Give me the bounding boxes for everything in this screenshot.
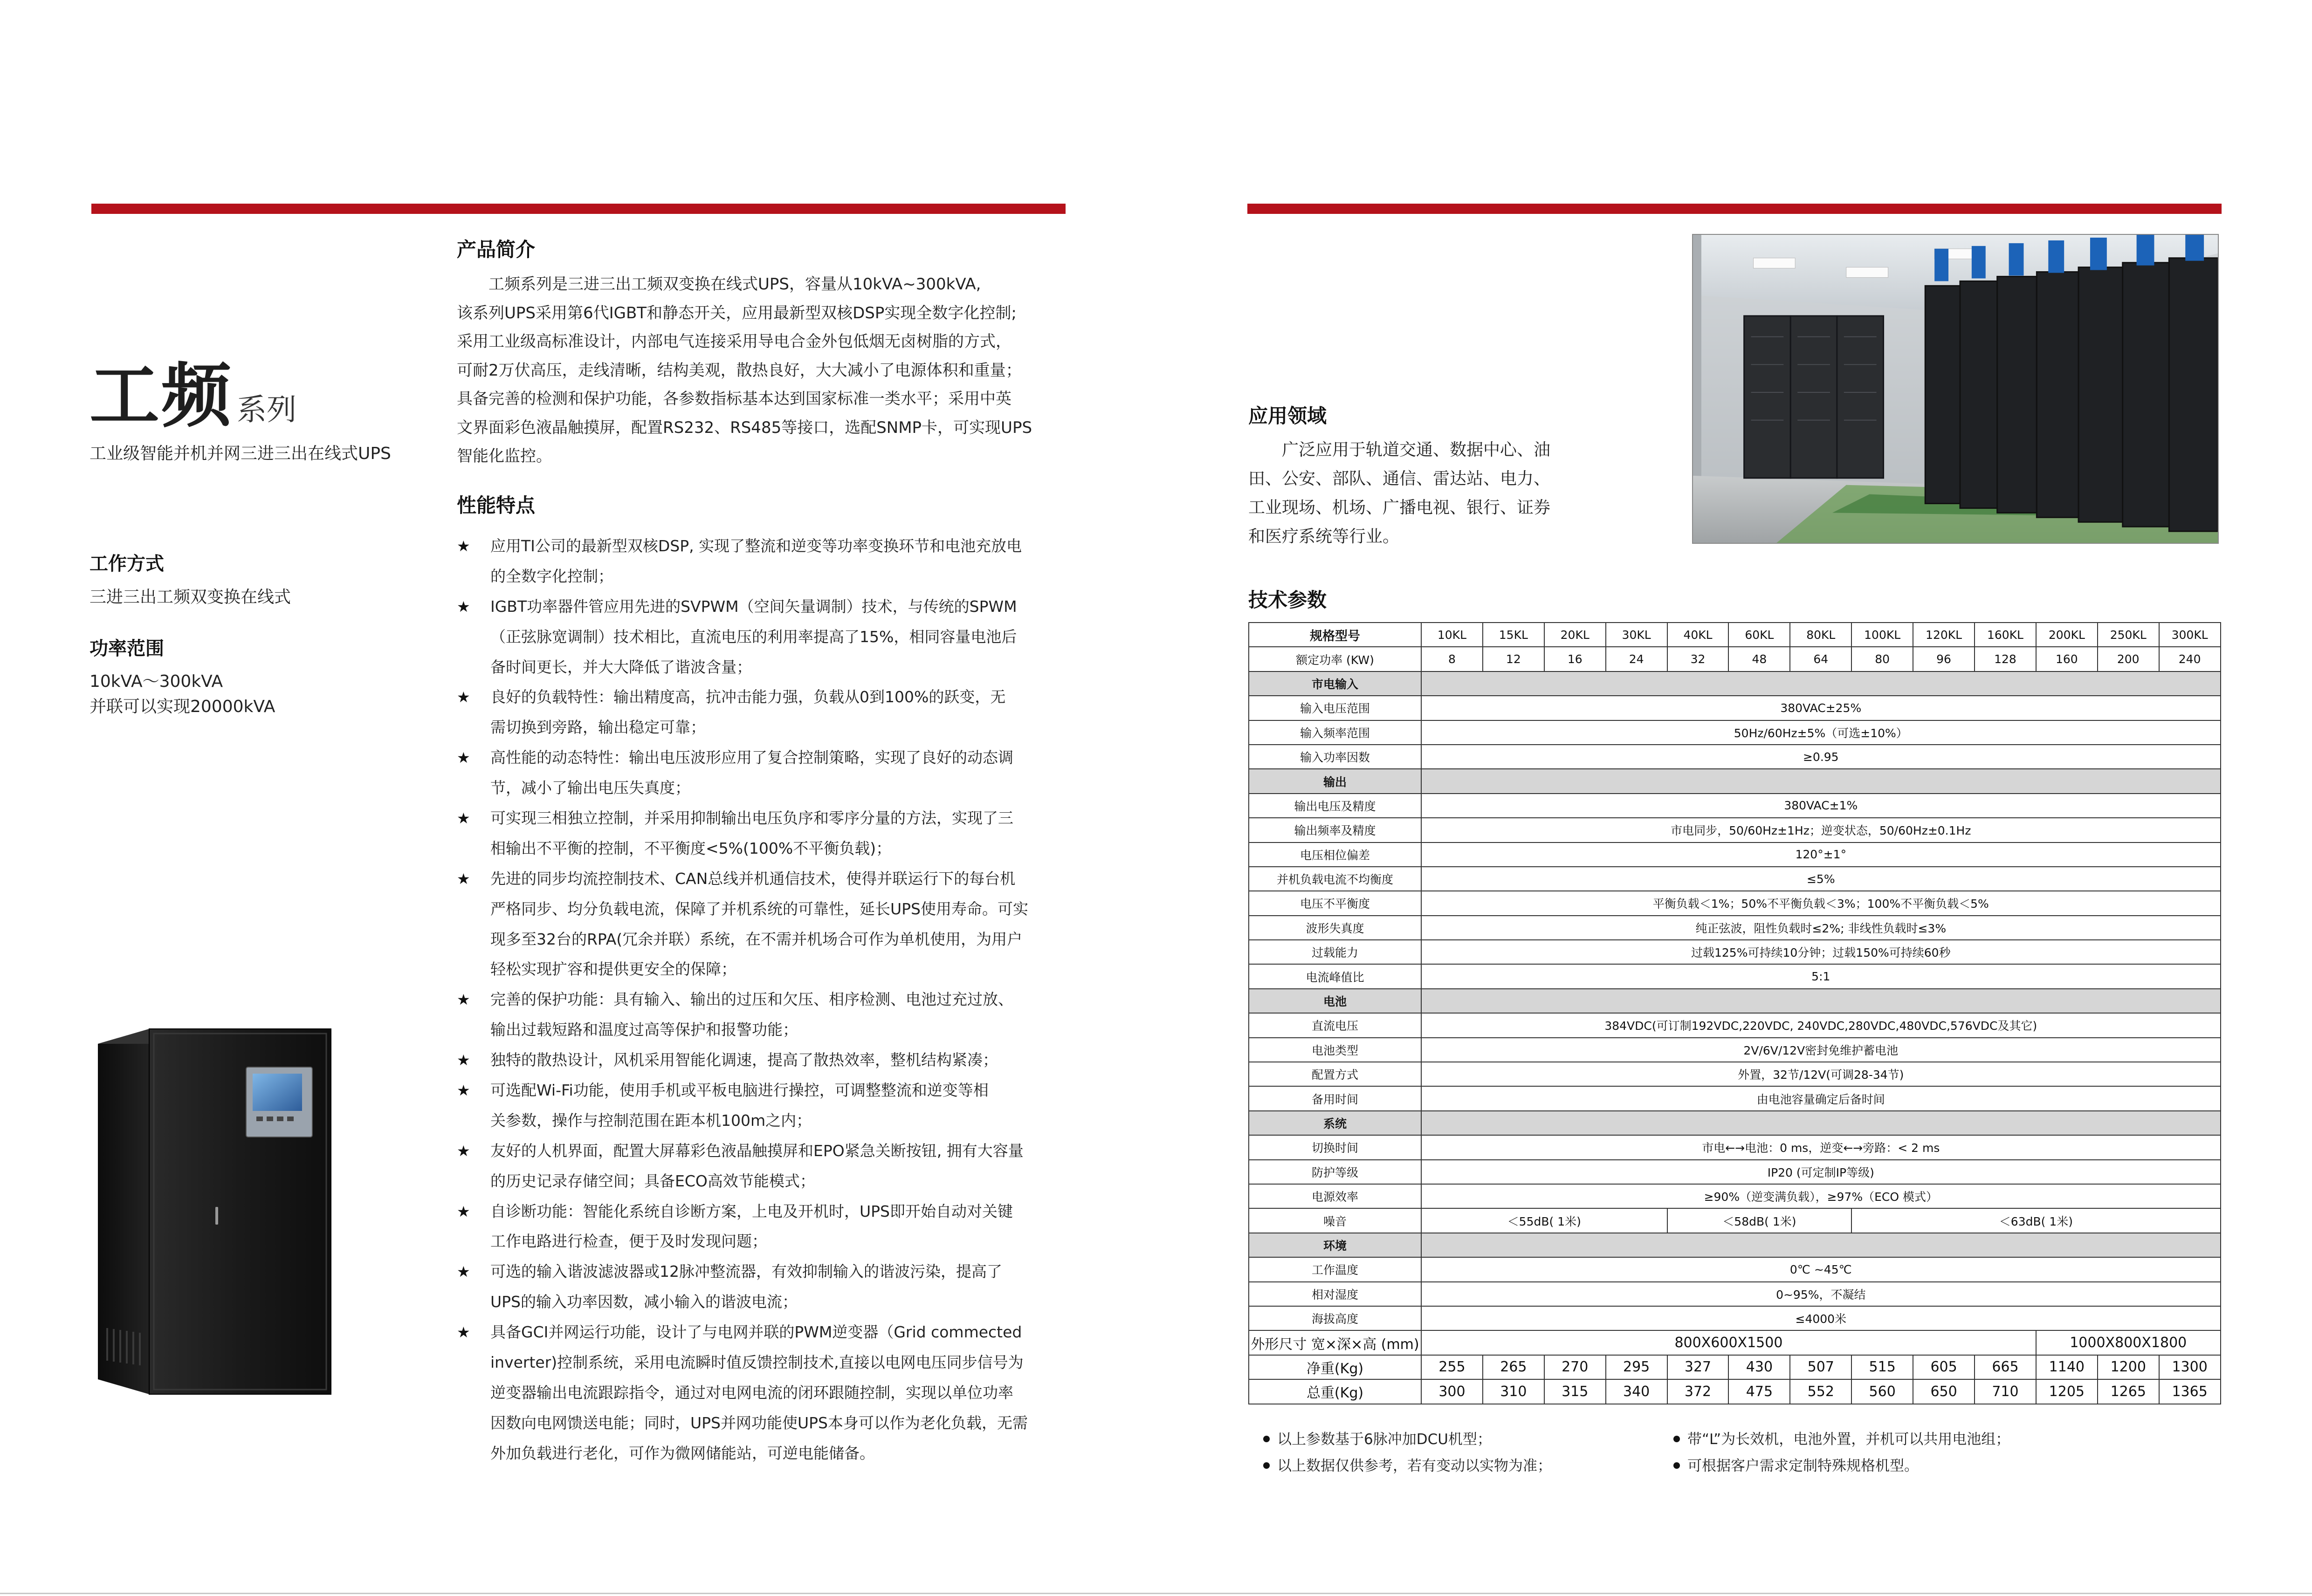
star-icon: ★	[457, 1263, 470, 1281]
feature-line	[457, 925, 1072, 955]
star-icon: ★	[457, 870, 470, 888]
spec-label: 电流峰值比	[1249, 964, 1421, 988]
section-title: 输出	[1249, 769, 1421, 793]
note-item	[1263, 1454, 1552, 1475]
intro-line: 可耐2万伏高压，走线清晰，结构美观，散热良好，大大减小了电源体积和重量；	[457, 361, 1022, 380]
feature-line	[457, 1166, 1072, 1197]
model-cell: 20KL	[1544, 623, 1606, 647]
power-cell: 16	[1544, 647, 1606, 671]
power-cell: 80	[1851, 647, 1913, 671]
net-weight-cell: 265	[1483, 1355, 1544, 1379]
feature-text: 具备GCI并网运行功能，设计了与电网并联的PWM逆变器（Grid commected	[490, 1323, 1022, 1342]
feature-text: 独特的散热设计，风机采用智能化调速，提高了散热效率，整机结构紧凑；	[490, 1051, 998, 1069]
star-icon: ★	[457, 1051, 470, 1069]
note-text: 带“L”为长效机，电池外置，并机可以共用电池组；	[1687, 1431, 2010, 1448]
feature-line	[457, 803, 1072, 834]
net-weight-cell: 665	[1975, 1355, 2036, 1379]
spec-label: 相对湿度	[1249, 1282, 1421, 1306]
features-heading: 性能特点	[457, 494, 536, 517]
gross-weight-cell: 710	[1975, 1379, 2036, 1404]
section-title: 环境	[1249, 1233, 1421, 1257]
spec-value: 5:1	[1421, 964, 2221, 988]
spec-row	[1249, 1306, 2221, 1330]
spec-value: 0~95%，不凝结	[1421, 1282, 2221, 1306]
model-cell: 160KL	[1975, 623, 2036, 647]
star-icon: ★	[457, 1202, 470, 1220]
spec-label: 输出电压及精度	[1249, 794, 1421, 818]
spec-label: 海拔高度	[1249, 1306, 1421, 1330]
net-weight-cell: 1140	[2036, 1355, 2098, 1379]
net-weight-cell: 1200	[2098, 1355, 2159, 1379]
spec-row	[1249, 867, 2221, 891]
section-title: 系统	[1249, 1111, 1421, 1135]
spec-value: ≤5%	[1421, 867, 2221, 891]
spec-label: 电压相位偏差	[1249, 843, 1421, 867]
power-range-line-1: 10kVA～300kVA	[89, 672, 223, 691]
feature-text: 应用TI公司的最新型双核DSP, 实现了整流和逆变等功率变换环节和电池充放电	[490, 537, 1022, 555]
model-cell: 15KL	[1483, 623, 1544, 647]
spec-label: 净重(Kg)	[1249, 1355, 1421, 1379]
model-cell: 250KL	[2098, 623, 2159, 647]
star-icon: ★	[457, 809, 470, 828]
feature-text: 自诊断功能：智能化系统自诊断方案，上电及开机时，UPS即开始自动对关键	[490, 1202, 1013, 1220]
gross-weight-cell: 560	[1851, 1379, 1913, 1404]
section-fill	[1421, 1111, 2221, 1135]
dimension-value: 1000X800X1800	[2036, 1330, 2221, 1355]
bottom-rule	[0, 1593, 2312, 1594]
series-subtitle: 工业级智能并机并网三进三出在线式UPS	[89, 444, 391, 463]
note-item	[1673, 1427, 2010, 1448]
section-fill	[1421, 989, 2221, 1013]
intro-body	[457, 270, 1067, 471]
spec-value: ≤4000米	[1421, 1306, 2221, 1330]
bullet-icon	[1673, 1462, 1680, 1469]
power-cell: 48	[1728, 647, 1790, 671]
note-text: 可根据客户需求定制特殊规格机型。	[1687, 1458, 1919, 1474]
star-icon: ★	[457, 1323, 470, 1342]
feature-text: 可选的输入谐波滤波器或12脉冲整流器，有效抑制输入的谐波污染，提高了	[490, 1262, 1002, 1281]
section-fill	[1421, 1233, 2221, 1257]
power-cell: 96	[1913, 647, 1975, 671]
feature-text: 的历史记录存储空间；具备ECO高效节能模式；	[490, 1171, 815, 1190]
feature-line	[457, 1408, 1072, 1438]
spec-value: 2V/6V/12V密封免维护蓄电池	[1421, 1038, 2221, 1062]
feature-text: 可选配Wi-Fi功能，使用手机或平板电脑进行操控，可调整整流和逆变等相	[490, 1081, 989, 1100]
power-cell: 64	[1790, 647, 1851, 671]
spec-row	[1249, 891, 2221, 915]
feature-text: 严格同步、均分负载电流，保障了并机系统的可靠性，延长UPS使用寿命。可实	[490, 899, 1029, 918]
feature-text: 输出过载短路和温度过高等保护和报警功能；	[490, 1021, 798, 1039]
power-cell: 128	[1975, 647, 2036, 671]
spec-value: 0℃ ~45℃	[1421, 1257, 2221, 1281]
power-cell: 32	[1667, 647, 1729, 671]
spec-row	[1249, 623, 2221, 647]
star-icon: ★	[457, 688, 470, 706]
model-cell: 40KL	[1667, 623, 1729, 647]
spec-row	[1249, 1111, 2221, 1135]
spec-value: 384VDC(可订制192VDC,220VDC, 240VDC,280VDC,480VDC,576VDC及其它)	[1421, 1013, 2221, 1037]
spec-row	[1249, 1160, 2221, 1184]
application-line: 田、公安、部队、通信、雷达站、电力、	[1248, 469, 1551, 488]
feature-line	[457, 743, 1072, 773]
spec-value: 市电同步，50/60Hz±1Hz；逆变状态，50/60Hz±0.1Hz	[1421, 818, 2221, 842]
spec-row	[1249, 1330, 2221, 1355]
power-cell: 240	[2159, 647, 2221, 671]
spec-label: 波形失真度	[1249, 916, 1421, 940]
intro-line: 采用工业级高标准设计，内部电气连接采用导电合金外包低烟无卤树脂的方式，	[457, 332, 1012, 351]
spec-value: 380VAC±25%	[1421, 696, 2221, 720]
feature-line	[457, 531, 1072, 562]
spec-value: 过载125%可持续10分钟；过载150%可持续60秒	[1421, 940, 2221, 964]
feature-text: 备时间更长，并大大降低了谐波含量；	[490, 658, 752, 676]
spec-label: 规格型号	[1249, 623, 1421, 647]
feature-text: 需切换到旁路，输出稳定可靠；	[490, 718, 706, 737]
intro-heading: 产品简介	[457, 238, 536, 261]
spec-row	[1249, 1379, 2221, 1404]
gross-weight-cell: 300	[1421, 1379, 1483, 1404]
spec-row	[1249, 1038, 2221, 1062]
feature-line	[457, 1106, 1072, 1136]
spec-row	[1249, 720, 2221, 745]
spec-label: 过载能力	[1249, 940, 1421, 964]
spec-row	[1249, 1062, 2221, 1086]
spec-row	[1249, 1233, 2221, 1257]
feature-line	[457, 985, 1072, 1015]
feature-line	[457, 1257, 1072, 1287]
net-weight-cell: 605	[1913, 1355, 1975, 1379]
power-cell: 160	[2036, 647, 2098, 671]
spec-row	[1249, 964, 2221, 988]
star-icon: ★	[457, 749, 470, 767]
intro-line: 智能化监控。	[457, 447, 552, 466]
feature-text: 完善的保护功能：具有输入、输出的过压和欠压、相序检测、电池过充过放、	[490, 990, 1013, 1009]
spec-label: 电池类型	[1249, 1038, 1421, 1062]
noise-value: ＜63dB( 1米)	[1851, 1208, 2220, 1233]
bullet-icon	[1263, 1462, 1270, 1469]
dimension-value: 800X600X1500	[1421, 1330, 2036, 1355]
spec-row	[1249, 1257, 2221, 1281]
feature-line	[457, 682, 1072, 712]
spec-label: 电压不平衡度	[1249, 891, 1421, 915]
bullet-icon	[1263, 1436, 1270, 1442]
feature-line	[457, 1287, 1072, 1317]
application-line: 和医疗系统等行业。	[1248, 527, 1400, 546]
feature-text: 友好的人机界面，配置大屏幕彩色液晶触摸屏和EPO紧急关断按钮, 拥有大容量	[490, 1141, 1024, 1160]
gross-weight-cell: 315	[1544, 1379, 1606, 1404]
feature-line	[457, 864, 1072, 894]
feature-line	[457, 622, 1072, 652]
star-icon: ★	[457, 1082, 470, 1100]
model-cell: 100KL	[1851, 623, 1913, 647]
spec-row	[1249, 1208, 2221, 1233]
feature-line	[457, 1075, 1072, 1106]
specs-heading: 技术参数	[1248, 589, 1327, 611]
spec-row	[1249, 818, 2221, 842]
gross-weight-cell: 552	[1790, 1379, 1851, 1404]
note-text: 以上数据仅供参考，若有变动以实物为准；	[1277, 1458, 1552, 1474]
series-title	[89, 356, 297, 437]
gross-weight-cell: 1265	[2098, 1379, 2159, 1404]
star-icon: ★	[457, 597, 470, 616]
spec-row	[1249, 769, 2221, 793]
spec-row	[1249, 696, 2221, 720]
spec-row	[1249, 647, 2221, 671]
section-fill	[1421, 671, 2221, 696]
net-weight-cell: 270	[1544, 1355, 1606, 1379]
spec-value: 由电池容量确定后备时间	[1421, 1086, 2221, 1110]
model-cell: 60KL	[1728, 623, 1790, 647]
spec-row	[1249, 745, 2221, 769]
work-mode-text: 三进三出工频双变换在线式	[89, 588, 291, 607]
feature-line	[457, 1438, 1072, 1469]
spec-value: IP20 (可定制IP等级)	[1421, 1160, 2221, 1184]
feature-text: 良好的负载特性：输出精度高，抗冲击能力强，负载从0到100%的跃变，无	[490, 688, 1006, 706]
feature-line	[457, 652, 1072, 683]
noise-value: ＜58dB( 1米)	[1667, 1208, 1852, 1233]
feature-text: 工作电路进行检查，便于及时发现问题；	[490, 1232, 767, 1251]
spec-value: 平衡负载＜1%；50%不平衡负载＜3%；100%不平衡负载＜5%	[1421, 891, 2221, 915]
spec-label: 电源效率	[1249, 1184, 1421, 1208]
right-header-bar	[1247, 204, 2222, 214]
spec-row	[1249, 1135, 2221, 1159]
spec-label: 备用时间	[1249, 1086, 1421, 1110]
feature-line	[457, 592, 1072, 622]
feature-line	[457, 1378, 1072, 1408]
feature-line	[457, 1226, 1072, 1257]
spec-row	[1249, 671, 2221, 696]
model-cell: 300KL	[2159, 623, 2221, 647]
model-cell: 30KL	[1606, 623, 1667, 647]
spec-row	[1249, 1086, 2221, 1110]
spec-row	[1249, 989, 2221, 1013]
work-mode-heading: 工作方式	[89, 553, 164, 575]
application-line: 广泛应用于轨道交通、数据中心、油	[1248, 440, 1551, 459]
spec-value: ≥0.95	[1421, 745, 2221, 769]
ups-cabinet-image	[98, 1025, 378, 1398]
application-heading: 应用领域	[1248, 404, 1327, 427]
intro-line: 文界面彩色液晶触摸屏，配置RS232、RS485等接口，选配SNMP卡，可实现UPS	[457, 418, 1032, 437]
feature-line	[457, 773, 1072, 803]
feature-line	[457, 1045, 1072, 1075]
spec-value: 380VAC±1%	[1421, 794, 2221, 818]
feature-text: 相输出不平衡的控制，不平衡度<5%(100%不平衡负载)；	[490, 839, 892, 857]
spec-label: 输入电压范围	[1249, 696, 1421, 720]
spec-label: 噪音	[1249, 1208, 1421, 1233]
feature-text: 因数向电网馈送电能；同时，UPS并网功能使UPS本身可以作为老化负载，无需	[490, 1413, 1028, 1432]
feature-text: （正弦脉宽调制）技术相比，直流电压的利用率提高了15%，相同容量电池后	[490, 627, 1017, 646]
power-range-line-2: 并联可以实现20000kVA	[89, 697, 275, 716]
gross-weight-cell: 310	[1483, 1379, 1544, 1404]
spec-label: 额定功率 (KW)	[1249, 647, 1421, 671]
feature-text: 可实现三相独立控制，并采用抑制输出电压负序和零序分量的方法，实现了三	[490, 809, 1013, 828]
power-range-heading: 功率范围	[89, 638, 164, 659]
spec-label: 总重(Kg)	[1249, 1379, 1421, 1404]
intro-line: 具备完善的检测和保护功能，各参数指标基本达到国家标准一类水平；采用中英	[457, 390, 1012, 408]
spec-value: 120°±1°	[1421, 843, 2221, 867]
spec-value: ≥90%（逆变满负载），≥97%（ECO 模式）	[1421, 1184, 2221, 1208]
feature-line	[457, 954, 1072, 985]
spec-row	[1249, 1282, 2221, 1306]
star-icon: ★	[457, 991, 470, 1009]
spec-value: 50Hz/60Hz±5%（可选±10%）	[1421, 720, 2221, 745]
note-item	[1673, 1454, 1919, 1475]
feature-text: 先进的同步均流控制技术、CAN总线并机通信技术，使得并联运行下的每台机	[490, 869, 1016, 888]
spec-label: 直流电压	[1249, 1013, 1421, 1037]
gross-weight-cell: 340	[1606, 1379, 1667, 1404]
feature-line	[457, 1136, 1072, 1166]
feature-list	[457, 531, 1072, 1469]
series-title-suffix: 系列	[237, 393, 297, 427]
star-icon: ★	[457, 537, 470, 555]
feature-line	[457, 562, 1072, 592]
feature-text: 现多至32台的RPA(冗余并联）系统，在不需并机场合可作为单机使用，为用户	[490, 930, 1023, 948]
feature-text: 高性能的动态特性：输出电压波形应用了复合控制策略，实现了良好的动态调	[490, 748, 1013, 767]
gross-weight-cell: 372	[1667, 1379, 1729, 1404]
left-header-bar	[91, 204, 1066, 214]
spec-label: 外形尺寸 宽×深×高 (mm)	[1249, 1330, 1421, 1355]
model-cell: 10KL	[1421, 623, 1483, 647]
feature-line	[457, 1197, 1072, 1227]
note-item	[1263, 1427, 1492, 1448]
power-cell: 12	[1483, 647, 1544, 671]
spec-row	[1249, 916, 2221, 940]
spec-label: 输入功率因数	[1249, 745, 1421, 769]
spec-label: 并机负载电流不均衡度	[1249, 867, 1421, 891]
bullet-icon	[1673, 1436, 1680, 1442]
spec-row	[1249, 843, 2221, 867]
section-title: 市电输入	[1249, 671, 1421, 696]
model-cell: 80KL	[1790, 623, 1851, 647]
spec-row	[1249, 1355, 2221, 1379]
model-cell: 200KL	[2036, 623, 2098, 647]
net-weight-cell: 507	[1790, 1355, 1851, 1379]
power-cell: 8	[1421, 647, 1483, 671]
star-icon: ★	[457, 1142, 470, 1160]
feature-text: UPS的输入功率因数，减小输入的谐波电流；	[490, 1293, 798, 1311]
section-title: 电池	[1249, 989, 1421, 1013]
gross-weight-cell: 1205	[2036, 1379, 2098, 1404]
spec-row	[1249, 794, 2221, 818]
feature-line	[457, 712, 1072, 743]
power-cell: 200	[2098, 647, 2159, 671]
series-title-main: 工频	[89, 356, 234, 437]
feature-text: 的全数字化控制；	[490, 567, 613, 585]
gross-weight-cell: 475	[1728, 1379, 1790, 1404]
noise-value: ＜55dB( 1米)	[1421, 1208, 1667, 1233]
application-body	[1248, 436, 1686, 551]
net-weight-cell: 327	[1667, 1355, 1729, 1379]
spec-row	[1249, 1013, 2221, 1037]
feature-text: 节，减小了输出电压失真度；	[490, 779, 690, 797]
intro-line: 该系列UPS采用第6代IGBT和静态开关，应用最新型双核DSP实现全数字化控制;	[457, 303, 1017, 322]
feature-text: IGBT功率器件管应用先进的SVPWM（空间矢量调制）技术，与传统的SPWM	[490, 597, 1017, 616]
spec-label: 工作温度	[1249, 1257, 1421, 1281]
feature-text: inverter)控制系统，采用电流瞬时值反馈控制技术,直接以电网电压同步信号为	[490, 1353, 1024, 1372]
gross-weight-cell: 1365	[2159, 1379, 2221, 1404]
feature-line	[457, 834, 1072, 864]
spec-value: 纯正弦波，阻性负载时≤2%; 非线性负载时≤3%	[1421, 916, 2221, 940]
spec-value: 外置，32节/12V(可调28-34节)	[1421, 1062, 2221, 1086]
spec-row	[1249, 1184, 2221, 1208]
power-cell: 24	[1606, 647, 1667, 671]
net-weight-cell: 1300	[2159, 1355, 2221, 1379]
spec-row	[1249, 940, 2221, 964]
datacenter-photo	[1692, 234, 2219, 544]
model-cell: 120KL	[1913, 623, 1975, 647]
net-weight-cell: 295	[1606, 1355, 1667, 1379]
spec-table	[1248, 622, 2221, 1404]
spec-value: 市电←→电池：0 ms，逆变←→旁路：< 2 ms	[1421, 1135, 2221, 1159]
note-text: 以上参数基于6脉冲加DCU机型；	[1277, 1431, 1492, 1448]
feature-line	[457, 1317, 1072, 1348]
section-fill	[1421, 769, 2221, 793]
feature-text: 轻松实现扩容和提供更安全的保障；	[490, 960, 736, 979]
spec-label: 输出频率及精度	[1249, 818, 1421, 842]
feature-text: 外加负载进行老化，可作为微网储能站，可逆电能储备。	[490, 1444, 875, 1462]
application-line: 工业现场、机场、广播电视、银行、证券	[1248, 498, 1551, 517]
feature-line	[457, 894, 1072, 925]
feature-text: 逆变器输出电流跟踪指令，通过对电网电流的闭环跟随控制，实现以单位功率	[490, 1383, 1013, 1402]
net-weight-cell: 430	[1728, 1355, 1790, 1379]
feature-text: 关参数，操作与控制范围在距本机100m之内；	[490, 1111, 812, 1130]
spec-label: 输入频率范围	[1249, 720, 1421, 745]
spec-label: 切换时间	[1249, 1135, 1421, 1159]
intro-line: 工频系列是三进三出工频双变换在线式UPS，容量从10kVA~300kVA,	[457, 275, 981, 294]
net-weight-cell: 515	[1851, 1355, 1913, 1379]
spec-label: 配置方式	[1249, 1062, 1421, 1086]
feature-line	[457, 1015, 1072, 1045]
gross-weight-cell: 650	[1913, 1379, 1975, 1404]
feature-line	[457, 1348, 1072, 1378]
net-weight-cell: 255	[1421, 1355, 1483, 1379]
spec-label: 防护等级	[1249, 1160, 1421, 1184]
